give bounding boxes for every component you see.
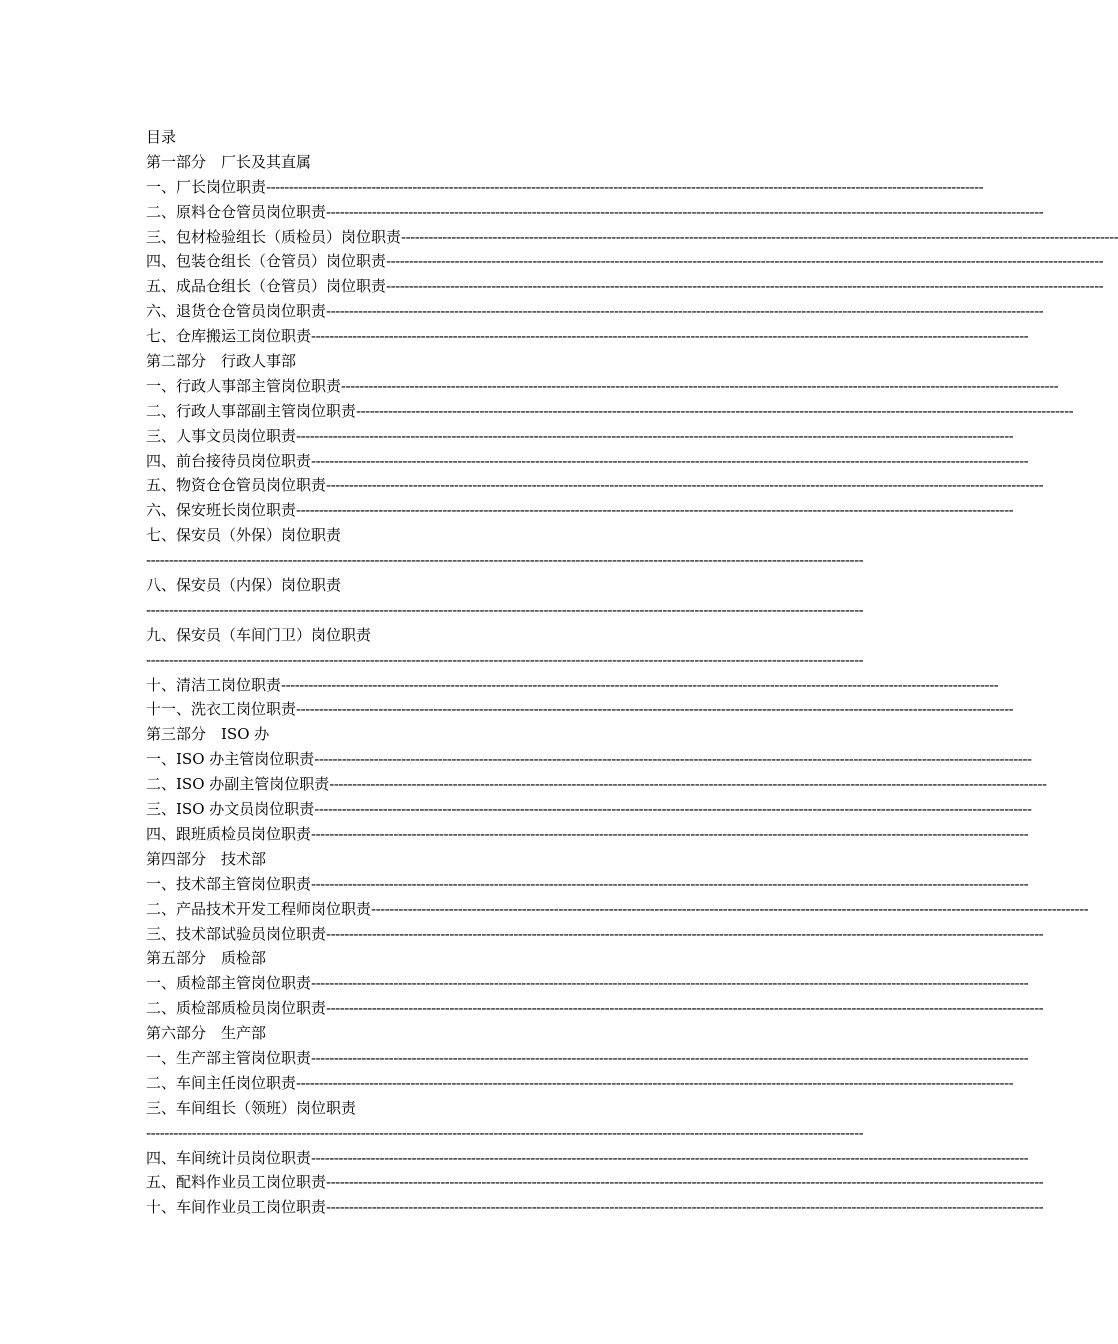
toc-entry-label: 一、厂长岗位职责 [146,177,267,196]
section-heading: 第六部分 生产部 [146,1024,267,1043]
dot-leader: ------------------------------------------------------------------------------------------------------------------------------------------------------------- [296,426,1014,445]
toc-entry-label: 四、前台接待员岗位职责 [146,451,312,470]
dot-leader: ------------------------------------------------------------------------------------------------------------------------------------------------------------- [314,750,1032,769]
toc-entry[interactable] [146,1195,1044,1220]
dot-leader: ------------------------------------------------------------------------------------------------------------------------------------------------------------- [311,451,1029,470]
dot-leader: ------------------------------------------------------------------------------------------------------------------------------------------------------------- [314,800,1032,819]
toc-entry-label: 三、ISO 办文员岗位职责 [146,800,315,819]
dot-leader: ------------------------------------------------------------------------------------------------------------------------------------------------------------- [311,1048,1029,1067]
toc-entry-label: 三、技术部试验员岗位职责 [146,924,327,943]
dot-leader: ------------------------------------------------------------------------------------------------------------------------------------------------------------- [326,302,1044,321]
toc-entry[interactable] [146,1046,1029,1071]
toc-entry-label: 一、质检部主管岗位职责 [146,974,312,993]
toc-entry[interactable] [146,225,1118,250]
dot-leader: ------------------------------------------------------------------------------------------------------------------------------------------------------------- [296,1073,1014,1092]
toc-entry[interactable] [146,200,1044,225]
dot-leader: ------------------------------------------------------------------------------------------------------------------------------------------------------------- [326,999,1044,1018]
toc-entry[interactable] [146,573,746,598]
toc-entry-label: 五、配料作业员工岗位职责 [146,1173,327,1192]
dot-leader: ------------------------------------------------------------------------------------------------------------------------------------------------------------- [386,252,1104,271]
toc-title: 目录 [146,128,177,146]
toc-entry[interactable] [146,872,1029,897]
dot-leader: ------------------------------------------------------------------------------------------------------------------------------------------------------------- [296,700,1014,719]
toc-entry[interactable] [146,374,1059,399]
toc-entry-label: 三、人事文员岗位职责 [146,426,297,445]
dot-leader: ------------------------------------------------------------------------------------------------------------------------------------------------------------- [326,924,1044,943]
toc-entry-label: 六、退货仓仓管员岗位职责 [146,302,327,321]
dot-leader: ------------------------------------------------------------------------------------------------------------------------------------------------------------- [146,650,864,669]
dot-leader: ------------------------------------------------------------------------------------------------------------------------------------------------------------- [371,899,1089,918]
dot-leader: ------------------------------------------------------------------------------------------------------------------------------------------------------------- [311,824,1029,843]
toc-entry[interactable] [146,449,1029,474]
toc-entry-label: 三、包材检验组长（质检员）岗位职责 [146,227,402,246]
dot-leader: ------------------------------------------------------------------------------------------------------------------------------------------------------------- [329,775,1047,794]
dot-leader: ------------------------------------------------------------------------------------------------------------------------------------------------------------- [146,600,864,619]
toc-entry-label: 五、物资仓仓管员岗位职责 [146,476,327,495]
toc-entry-label: 二、ISO 办副主管岗位职责 [146,775,330,794]
toc-entry[interactable] [146,1146,1029,1171]
dot-leader: ------------------------------------------------------------------------------------------------------------------------------------------------------------- [296,501,1014,520]
toc-entry-label: 十、清洁工岗位职责 [146,675,282,694]
toc-entry[interactable] [146,697,1014,722]
toc-entry-label: 二、质检部质检员岗位职责 [146,999,327,1018]
toc-entry-label: 四、车间统计员岗位职责 [146,1148,312,1167]
toc-entry[interactable] [146,498,1014,523]
toc-entry-label: 八、保安员（内保）岗位职责 [146,576,342,595]
dot-leader: ------------------------------------------------------------------------------------------------------------------------------------------------------------- [311,874,1029,893]
toc-entry[interactable] [146,175,984,200]
dot-leader: ------------------------------------------------------------------------------------------------------------------------------------------------------------- [386,277,1104,296]
table-of-contents [146,125,1118,1220]
section-heading: 第四部分 技术部 [146,849,267,868]
toc-entry[interactable] [146,922,1044,947]
toc-entry[interactable] [146,473,1044,498]
toc-entry-label: 七、保安员（外保）岗位职责 [146,526,342,545]
dot-leader: ------------------------------------------------------------------------------------------------------------------------------------------------------------- [311,974,1029,993]
toc-entry[interactable] [146,1071,1014,1096]
toc-entry-label: 二、产品技术开发工程师岗位职责 [146,899,372,918]
toc-entry-label: 二、车间主任岗位职责 [146,1073,297,1092]
toc-entry[interactable] [146,822,1029,847]
section-heading: 第五部分 质检部 [146,949,267,968]
toc-entry-label: 五、成品仓组长（仓管员）岗位职责 [146,277,387,296]
dot-leader: ------------------------------------------------------------------------------------------------------------------------------------------------------------- [266,177,984,196]
toc-entry[interactable] [146,673,999,698]
toc-entry-label: 四、跟班质检员岗位职责 [146,824,312,843]
toc-entry-label: 二、行政人事部副主管岗位职责 [146,401,357,420]
toc-entry-label: 一、ISO 办主管岗位职责 [146,750,315,769]
toc-entry[interactable] [146,996,1044,1021]
toc-entry-label: 七、仓库搬运工岗位职责 [146,327,312,346]
toc-entry[interactable] [146,897,1089,922]
toc-entry[interactable] [146,797,1032,822]
section-heading: 第一部分 厂长及其直属 [146,152,312,171]
toc-entry-label: 三、车间组长（领班）岗位职责 [146,1098,357,1117]
dot-leader: ------------------------------------------------------------------------------------------------------------------------------------------------------------- [146,1123,864,1142]
dot-leader: ------------------------------------------------------------------------------------------------------------------------------------------------------------- [341,376,1059,395]
toc-entry[interactable] [146,399,1074,424]
section-heading: 第二部分 行政人事部 [146,352,297,371]
toc-entry-label: 十、车间作业员工岗位职责 [146,1198,327,1217]
toc-entry-label: 十一、洗衣工岗位职责 [146,700,297,719]
dot-leader: ------------------------------------------------------------------------------------------------------------------------------------------------------------- [311,327,1029,346]
dot-leader: ------------------------------------------------------------------------------------------------------------------------------------------------------------- [146,551,864,570]
dot-leader: ------------------------------------------------------------------------------------------------------------------------------------------------------------- [326,476,1044,495]
toc-entry-label: 四、包装仓组长（仓管员）岗位职责 [146,252,387,271]
toc-entry-label: 一、生产部主管岗位职责 [146,1048,312,1067]
toc-entry[interactable] [146,971,1029,996]
dot-leader: ------------------------------------------------------------------------------------------------------------------------------------------------------------- [401,227,1118,246]
toc-entry[interactable] [146,772,1047,797]
toc-entry[interactable] [146,274,1104,299]
toc-entry[interactable] [146,424,1014,449]
toc-entry-label: 九、保安员（车间门卫）岗位职责 [146,625,372,644]
toc-entry[interactable] [146,249,1104,274]
toc-entry-label: 六、保安班长岗位职责 [146,501,297,520]
dot-leader: ------------------------------------------------------------------------------------------------------------------------------------------------------------- [326,1173,1044,1192]
section-heading: 第三部分 ISO 办 [146,725,270,744]
dot-leader: ------------------------------------------------------------------------------------------------------------------------------------------------------------- [326,202,1044,221]
toc-entry[interactable] [146,623,746,648]
toc-entry[interactable] [146,324,1029,349]
dot-leader: ------------------------------------------------------------------------------------------------------------------------------------------------------------- [311,1148,1029,1167]
toc-entry[interactable] [146,747,1032,772]
toc-entry-label: 一、行政人事部主管岗位职责 [146,376,342,395]
dot-leader: ------------------------------------------------------------------------------------------------------------------------------------------------------------- [356,401,1074,420]
toc-entry[interactable] [146,1096,746,1121]
toc-entry-label: 二、原料仓仓管员岗位职责 [146,202,327,221]
toc-entry[interactable] [146,1170,1044,1195]
toc-entry[interactable] [146,523,746,548]
toc-entry-label: 一、技术部主管岗位职责 [146,874,312,893]
dot-leader: ------------------------------------------------------------------------------------------------------------------------------------------------------------- [326,1198,1044,1217]
toc-entry[interactable] [146,299,1044,324]
dot-leader: ------------------------------------------------------------------------------------------------------------------------------------------------------------- [281,675,999,694]
